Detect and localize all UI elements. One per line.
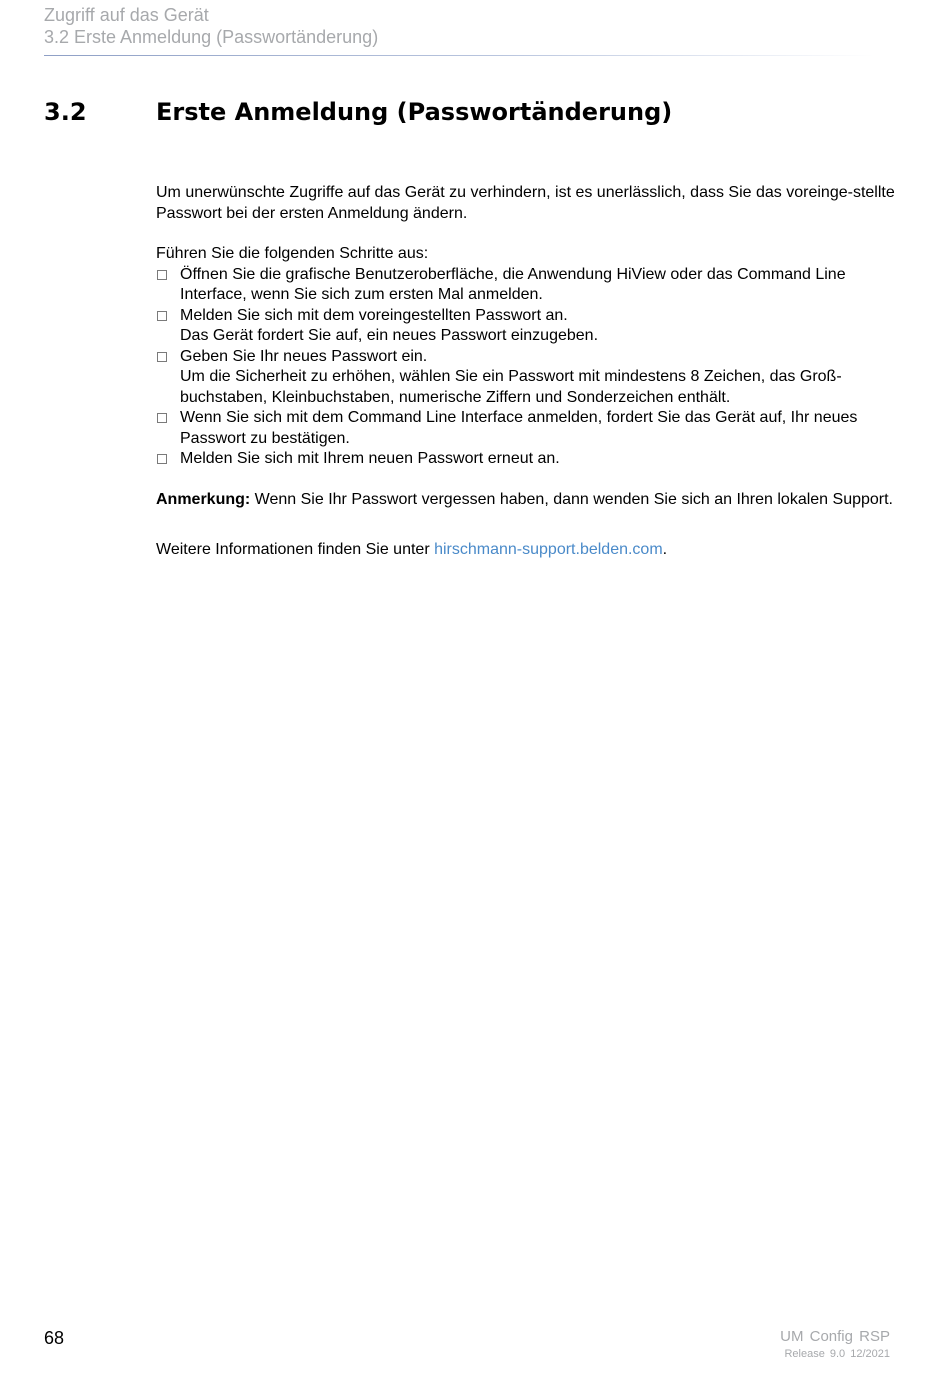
- checkbox-bullet-icon: [157, 352, 167, 362]
- further-info-paragraph: [156, 540, 901, 561]
- running-header-chapter: Zugriff auf das Gerät: [44, 5, 209, 25]
- steps-lead: Führen Sie die folgenden Schritte aus:: [156, 245, 429, 262]
- step-item: [156, 449, 901, 470]
- further-info-end: .: [662, 541, 668, 558]
- running-header-section: 3.2 Erste Anmeldung (Passwortänderung): [44, 27, 379, 47]
- step-item: [156, 306, 901, 347]
- note-paragraph: [156, 490, 901, 511]
- step-item: [156, 265, 901, 306]
- step-result: Um die Sicherheit zu erhöhen, wählen Sie ein Passwort mit mindestens 8 Zeichen, das Groß-buchstaben, Kleinbuchstaben, numerische Ziffern und Sonderzeichen enthält.: [180, 368, 842, 406]
- further-info-text: Weitere Informationen finden Sie unter: [156, 541, 435, 558]
- step-result: Das Gerät fordert Sie auf, ein neues Passwort einzugeben.: [180, 327, 599, 344]
- step-text: Melden Sie sich mit Ihrem neuen Passwort erneut an.: [180, 450, 560, 467]
- running-header: [44, 4, 378, 48]
- step-item: [156, 408, 901, 449]
- support-link[interactable]: hirschmann-support.belden.com: [434, 541, 663, 558]
- steps-list: [156, 265, 901, 470]
- step-text: Melden Sie sich mit dem voreingestellten Passwort an.: [180, 306, 568, 324]
- checkbox-bullet-icon: [157, 311, 167, 321]
- main-content: [156, 183, 901, 561]
- step-text: Öffnen Sie die grafische Benutzeroberfläche, die Anwendung HiView oder das Command Line Interface, wenn Sie sich zum ersten Mal anmelden.: [180, 265, 846, 303]
- section-number: 3.2: [44, 98, 87, 126]
- step-text: Wenn Sie sich mit dem Command Line Interface anmelden, fordert Sie das Gerät auf, Ihr neues Passwort zu bestätigen.: [180, 409, 858, 447]
- header-rule: [44, 55, 874, 56]
- note-label: Anmerkung:: [156, 490, 251, 508]
- footer-doc-title: UM Config RSP: [780, 1328, 890, 1345]
- checkbox-bullet-icon: [157, 270, 167, 280]
- checkbox-bullet-icon: [157, 413, 167, 423]
- intro-text: Um unerwünschte Zugriffe auf das Gerät zu verhindern, ist es unerlässlich, dass Sie das voreinge-stellte Passwort bei der ersten Anmeldung ändern.: [156, 184, 895, 222]
- note-text: Wenn Sie Ihr Passwort vergessen haben, dann wenden Sie sich an Ihren lokalen Support.: [250, 490, 893, 508]
- step-text: Geben Sie Ihr neues Passwort ein.: [180, 347, 428, 365]
- step-item: [156, 347, 901, 409]
- intro-paragraph: [156, 183, 901, 224]
- page-number: 68: [44, 1328, 65, 1348]
- checkbox-bullet-icon: [157, 454, 167, 464]
- section-title: Erste Anmeldung (Passwortänderung): [156, 98, 673, 126]
- footer-doc-info: [780, 1328, 890, 1361]
- footer-release: Release 9.0 12/2021: [784, 1348, 890, 1360]
